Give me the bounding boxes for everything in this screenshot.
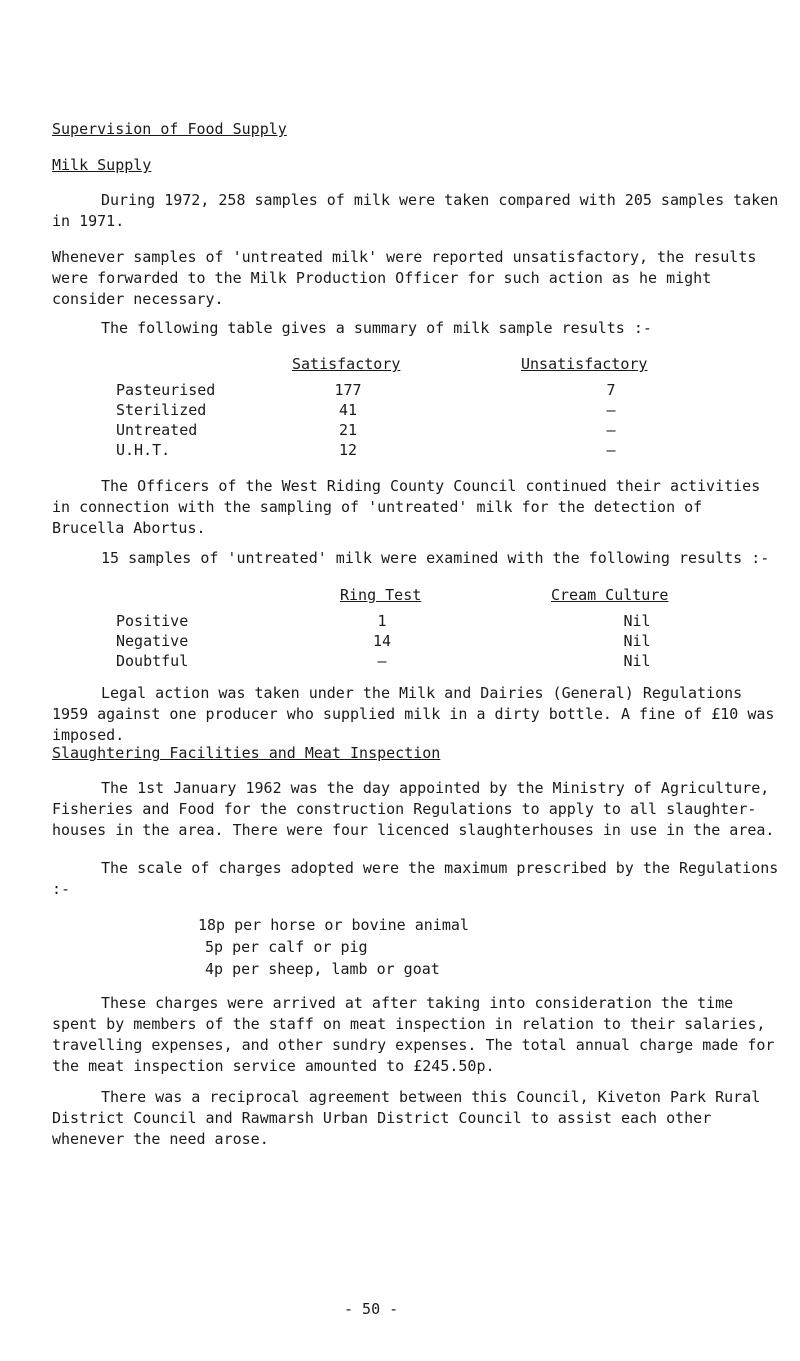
table-header-cream-culture: Cream Culture xyxy=(551,586,669,604)
row-label: Sterilized xyxy=(116,401,207,419)
milk-paragraph-3: The following table gives a summary of milk sample results :- xyxy=(101,319,652,337)
section-title: Supervision of Food Supply xyxy=(52,120,287,138)
unsatisfactory-value: – xyxy=(606,401,616,419)
row-label: Untreated xyxy=(116,421,198,439)
milk-paragraph-5: 15 samples of 'untreated' milk were examined with the following results :- xyxy=(101,549,770,567)
row-label: Pasteurised xyxy=(116,381,216,399)
satisfactory-value: 177 xyxy=(334,381,362,399)
milk-paragraph-1: During 1972, 258 samples of milk were taken compared with 205 samples taken in 1971. xyxy=(52,191,779,230)
satisfactory-value: 12 xyxy=(338,441,358,459)
list-item: 18p per horse or bovine animal xyxy=(198,916,469,934)
row-label: Negative xyxy=(116,632,189,650)
table-header-unsatisfactory: Unsatisfactory xyxy=(521,355,648,373)
list-item: 4p per sheep, lamb or goat xyxy=(205,960,440,978)
row-label: Doubtful xyxy=(116,652,189,670)
milk-supply-heading: Milk Supply xyxy=(52,156,152,174)
milk-paragraph-2: Whenever samples of 'untreated milk' were reported unsatisfactory, the results were forwarded to the Milk Production Officer for such action as he might consider necessary. xyxy=(52,248,757,308)
unsatisfactory-value: – xyxy=(606,421,616,439)
slaughter-paragraph-2: The scale of charges adopted were the maximum prescribed by the Regulations :- xyxy=(52,859,779,898)
unsatisfactory-value: 7 xyxy=(606,381,616,399)
slaughtering-heading: Slaughtering Facilities and Meat Inspection xyxy=(52,744,441,762)
cream-culture-value: Nil xyxy=(623,632,651,650)
slaughter-paragraph-4: There was a reciprocal agreement between this Council, Kiveton Park Rural District Council and Rawmarsh Urban District Council to assist each other whenever the need arose. xyxy=(52,1088,761,1148)
cream-culture-value: Nil xyxy=(623,652,651,670)
unsatisfactory-value: – xyxy=(606,441,616,459)
satisfactory-value: 21 xyxy=(338,421,358,439)
page-number: - 50 - xyxy=(344,1300,399,1318)
milk-paragraph-6: Legal action was taken under the Milk and Dairies (General) Regulations 1959 against one producer who supplied milk in a dirty bottle. A fine of £10 was imposed. xyxy=(52,684,775,744)
ring-test-value: – xyxy=(377,652,387,670)
list-item: 5p per calf or pig xyxy=(205,938,368,956)
ring-test-value: 1 xyxy=(377,612,387,630)
slaughter-paragraph-1: The 1st January 1962 was the day appointed by the Ministry of Agriculture, Fisheries and Food for the construction Regulations to apply to all slaughter-houses in the area. There were four licenced slaughterhouses in use in the area. xyxy=(52,779,775,839)
table-header-ring-test: Ring Test xyxy=(340,586,422,604)
cream-culture-value: Nil xyxy=(623,612,651,630)
row-label: U.H.T. xyxy=(116,441,171,459)
satisfactory-value: 41 xyxy=(338,401,358,419)
ring-test-value: 14 xyxy=(372,632,392,650)
table-header-satisfactory: Satisfactory xyxy=(292,355,401,373)
milk-paragraph-4: The Officers of the West Riding County Council continued their activities in connection with the sampling of 'untreated' milk for the detection of Brucella Abortus. xyxy=(52,477,761,537)
row-label: Positive xyxy=(116,612,189,630)
slaughter-paragraph-3: These charges were arrived at after taking into consideration the time spent by members of the staff on meat inspection in relation to their salaries, travelling expenses, and other sundry expenses. The total annual charge made for the meat inspection service amounted to £245.50p. xyxy=(52,994,775,1075)
